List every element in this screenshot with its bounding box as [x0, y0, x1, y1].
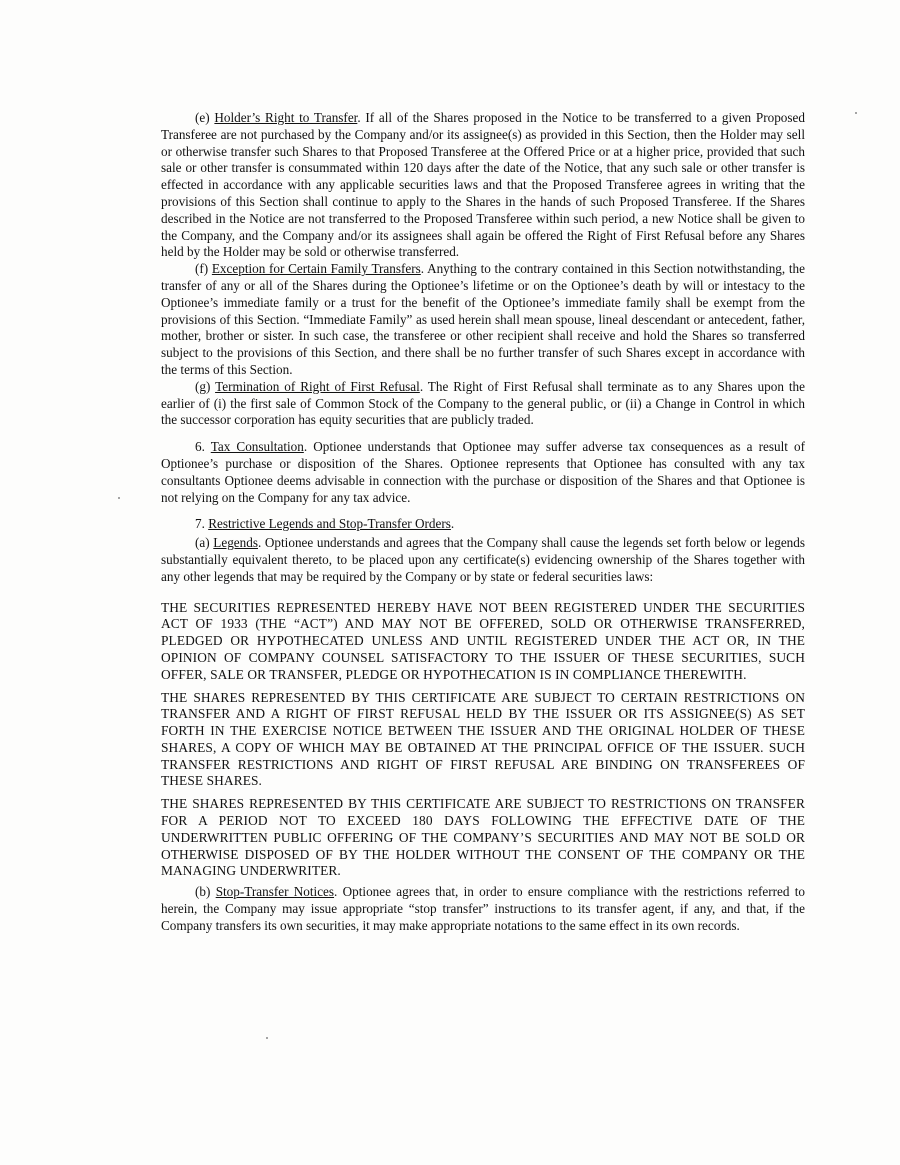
clause-label: (e): [195, 110, 215, 125]
paragraph-legends: [161, 535, 805, 585]
paragraph-holders-right-to-transfer: [161, 110, 805, 261]
clause-text: . The Right of First Refusal shall terminate as to any Shares upon the earlier of (i) the first sale of Common Stock of the Company to the general public, or (ii) a Change in Control in which the successor corporation has equity securities that are publicly traded.: [161, 378, 805, 428]
paragraph-family-transfers-exception: [161, 261, 805, 379]
paragraph-stop-transfer-notices: [161, 884, 805, 934]
clause-text: . If all of the Shares proposed in the Notice to be transferred to a given Proposed Transferee are not purchased by the Company and/or its assignee(s) as provided in this Section, then the Holder may sell or otherwise transfer such Shares to that Proposed Transferee at the Offered Price or at a higher price, provided that such sale or other transfer is consummated within 120 days after the date of the Notice, that any such sale or other transfer is effected in accordance with any applicable securities laws and that the Proposed Transferee agrees in writing that the provisions of this Section shall continue to apply to the Shares in the hands of such Proposed Transferee. If the Shares described in the Notice are not transferred to the Proposed Transferee within such period, a new Notice shall be given to the Company, and the Company and/or its assignees shall again be offered the Right of First Refusal before any Shares held by the Holder may be sold or otherwise transferred.: [161, 110, 805, 260]
clause-text: . Optionee agrees that, in order to ensure compliance with the restrictions referred to herein, the Company may issue appropriate “stop transfer” instructions to its transfer agent, if any, and that, if the Company transfers its own securities, it may make appropriate notations to the same effect in its own records.: [161, 884, 805, 933]
section-number: 6.: [195, 439, 211, 455]
section-number: 7.: [195, 516, 209, 532]
scan-speck: [266, 1037, 268, 1039]
clause-text: . Optionee understands and agrees that the Company shall cause the legends set forth below or legends substantially equivalent thereto, to be placed upon any certificate(s) evidencing ownership of the Shares together with any other legends that may be required by the Company or by state or federal securities laws:: [161, 535, 805, 584]
section-heading: Tax Consultation: [210, 439, 304, 455]
clause-heading: Legends: [213, 535, 258, 551]
clause-label: (b): [195, 884, 216, 900]
section-tax-consultation: [161, 439, 805, 506]
legend-lockup-period: THE SHARES REPRESENTED BY THIS CERTIFICATE ARE SUBJECT TO RESTRICTIONS ON TRANSFER FOR A PERIOD NOT TO EXCEED 180 DAYS FOLLOWING THE EFFECTIVE DATE OF THE UNDERWRITTEN PUBLIC OFFERING OF THE COMPANY’S SECURITIES AND MAY NOT BE SOLD OR OTHERWISE DISPOSED OF BY THE HOLDER WITHOUT THE CONSENT OF THE COMPANY OR THE MANAGING UNDERWRITER.: [161, 796, 805, 879]
scan-speck: [855, 112, 857, 114]
legend-securities-act: THE SECURITIES REPRESENTED HEREBY HAVE NOT BEEN REGISTERED UNDER THE SECURITIES ACT OF 1933 (THE “ACT”) AND MAY NOT BE OFFERED, SOLD OR OTHERWISE TRANSFERRED, PLEDGED OR HYPOTHECATED UNLESS AND UNTIL REGISTERED UNDER THE ACT OR, IN THE OPINION OF COMPANY COUNSEL SATISFACTORY TO THE ISSUER OF THESE SECURITIES, SUCH OFFER, SALE OR TRANSFER, PLEDGE OR HYPOTHECATION IS IN COMPLIANCE THEREWITH.: [161, 599, 805, 682]
section-heading: Restrictive Legends and Stop-Transfer Orders: [208, 516, 451, 532]
clause-heading: Exception for Certain Family Transfers: [211, 261, 421, 277]
clause-label: (g): [195, 378, 216, 394]
section-restrictive-legends: [161, 516, 805, 533]
clause-text: . Anything to the contrary contained in this Section notwithstanding, the transfer of any or all of the Shares during the Optionee’s lifetime or on the Optionee’s death by will or intestacy to the Optionee’s immediate family or a trust for the benefit of the Optionee’s immediate family shall be exempt from the provisions of this Section. “Immediate Family” as used herein shall mean spouse, lineal descendant or antecedent, father, mother, brother or sister. In such case, the transferee or other recipient shall receive and hold the Shares so transferred subject to the provisions of this Section, and there shall be no further transfer of such Shares except in accordance with the terms of this Section.: [161, 261, 805, 377]
clause-label: (a): [195, 535, 214, 551]
section-text: . Optionee understands that Optionee may suffer adverse tax consequences as a result of Optionee’s purchase or disposition of the Shares. Optionee represents that Optionee has consulted with any tax consultants Optionee deems advisable in connection with the purchase or disposition of the Shares and that Optionee is not relying on the Company for any tax advice.: [161, 439, 805, 505]
legend-transfer-restrictions: THE SHARES REPRESENTED BY THIS CERTIFICATE ARE SUBJECT TO CERTAIN RESTRICTIONS ON TRANSFER AND A RIGHT OF FIRST REFUSAL HELD BY THE ISSUER OR ITS ASSIGNEE(S) AS SET FORTH IN THE EXERCISE NOTICE BETWEEN THE ISSUER AND THE ORIGINAL HOLDER OF THESE SHARES, A COPY OF WHICH MAY BE OBTAINED AT THE PRINCIPAL OFFICE OF THE ISSUER. SUCH TRANSFER RESTRICTIONS AND RIGHT OF FIRST REFUSAL ARE BINDING ON TRANSFEREES OF THESE SHARES.: [161, 689, 805, 789]
clause-heading: Holder’s Right to Transfer: [214, 110, 358, 125]
clause-label: (f): [195, 261, 212, 277]
document-body: [161, 110, 805, 935]
section-text: .: [450, 516, 455, 532]
clause-heading: Stop-Transfer Notices: [215, 884, 335, 900]
paragraph-termination-right-of-first-refusal: [161, 379, 805, 429]
clause-heading: Termination of Right of First Refusal: [215, 378, 420, 394]
scan-speck: [118, 497, 120, 499]
